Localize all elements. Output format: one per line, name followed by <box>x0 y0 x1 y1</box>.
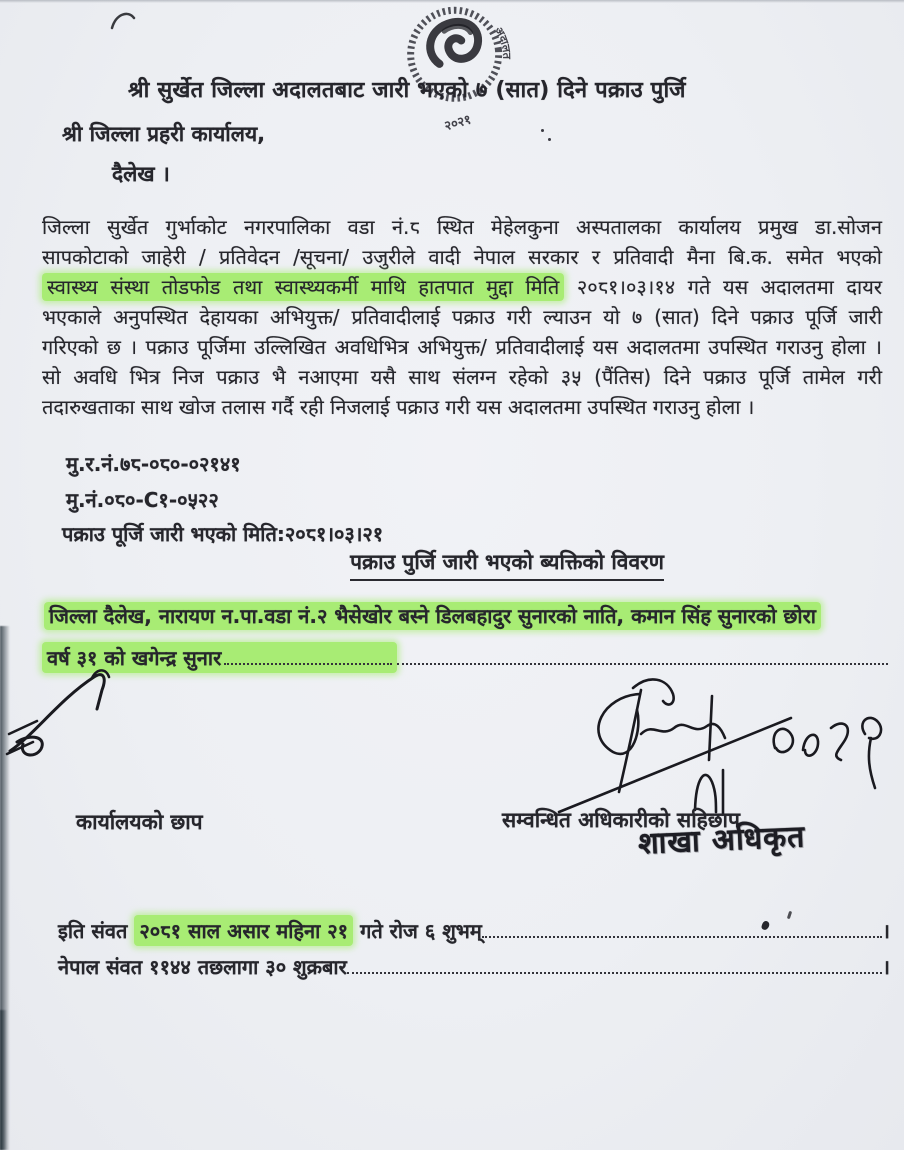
para-line-1: जिल्ला सुर्खेत गुर्भाकोट नगरपालिका वडा नं.८ स्थित मेहेलकुना अस्पतालका कार्यालय प्रमुख डा.सोजन <box>42 215 882 239</box>
scan-left-edge-shadow-lower <box>0 1010 7 1150</box>
para-line-2: सापकोटाको जाहेरी / प्रतिवेदन /सूचना/ उजुरीले वादी नेपाल सरकार र प्रतिवादी मैना बि.क. समेत भएको <box>42 245 882 269</box>
dotted-leader <box>347 956 883 974</box>
para-line-3 <box>42 272 882 302</box>
ref-mudda-ra-number: मु.र.नं.७८-०८०-०२१४१ <box>66 452 241 476</box>
footer-nepal-samvat-text: नेपाल संवत ११४४ तछलागा ३० शुक्रबार <box>58 955 347 979</box>
para-line-5: गरिएको छ । पक्राउ पूर्जिमा उल्लिखित अवधिभित्र अभियुक्त/ प्रतिवादीलाई यस अदालतमा उपस्थित गराउनु होला । <box>42 335 882 359</box>
para-line-4: भएकाले अनुपस्थित देहायका अभियुक्त/ प्रतिवादीलाई पक्राउ गरी ल्याउन यो ७ (सात) दिने पक्राउ पूर्जि जारी <box>42 305 882 329</box>
footer-date-suffix: गते रोज ६ शुभम् <box>360 919 482 943</box>
document-title: श्री सुर्खेत जिल्ला अदालतबाट जारी भएको ७ (सात) दिने पक्राउ पुर्जि <box>128 78 686 103</box>
stray-pen-mark-icon <box>106 4 140 34</box>
footer-date-prefix: इति संवत <box>58 919 128 943</box>
ink-speck <box>541 129 544 132</box>
addressee-office: श्री जिल्ला प्रहरी कार्यालय, <box>62 122 266 146</box>
dotted-leader <box>224 647 392 665</box>
addressee-district: दैलेख । <box>112 162 170 186</box>
para-line-6: सो अवधि भित्र निज पक्राउ भै नआएमा यसै साथ संलग्न रहेको ३५ (पैंतिस) दिने पक्राउ पूर्जि तामेल गरी <box>42 365 882 389</box>
person-details-line2-text: वर्ष ३१ को खगेन्द्र सुनार <box>47 646 222 670</box>
case-name-highlight: स्वास्थ्य संस्था तोडफोड तथा स्वास्थ्यकर्मी माथि हातपात मुद्दा मिति <box>42 273 564 301</box>
ref-mudda-number: मु.नं.०८०-C१-०५२२ <box>66 488 219 512</box>
section-heading: पक्राउ पुर्जि जारी भएको ब्यक्तिको विवरण <box>350 548 664 581</box>
footer-date-highlight: २०८१ साल असार महिना २१ <box>134 915 353 946</box>
body-paragraph <box>42 212 882 422</box>
para-line-7: तदारुखताका साथ खोज तलास गर्दै रही निजलाई पक्राउ गरी यस अदालतमा उपस्थित गराउनु होला । <box>42 395 755 419</box>
office-seal-label: कार्यालयको छाप <box>76 810 203 834</box>
officer-signature-icon <box>545 668 895 818</box>
person-details-line1: जिल्ला दैलेख, नारायण न.पा.वडा नं.२ भैसेखोर बस्ने डिलबहादुर सुनारको नाति, कमान सिंह सुनारको छोरा <box>44 602 821 630</box>
warrant-issued-date: पक्राउ पूर्जि जारी भएको मिति:२०८१।०३।२१ <box>62 522 384 546</box>
footer-line1-end-mark: । <box>882 919 890 943</box>
stamp-year: २०२१ <box>442 112 473 135</box>
ink-speck <box>548 138 551 141</box>
person-details-line1-wrap <box>44 602 821 629</box>
stamp-arc-text: अदालत <box>491 24 514 60</box>
margin-scribble-signature-icon <box>2 655 132 767</box>
footer-date-line <box>58 915 890 946</box>
section-heading-wrap <box>297 548 717 581</box>
footer-nepal-samvat-line <box>58 953 890 980</box>
section-officer-stamp: शाखा अधिकृत <box>637 819 806 862</box>
court-round-stamp-icon <box>391 0 524 140</box>
dotted-leader <box>482 920 883 938</box>
officer-signature-label: सम्वन्धित अधिकारीको सहिछाप <box>502 808 740 832</box>
para-line-3-rest: २०८१।०३।१४ गते यस अदालतमा दायर <box>576 275 883 299</box>
footer-line2-end-mark: । <box>882 955 890 979</box>
dotted-leader <box>397 647 888 665</box>
